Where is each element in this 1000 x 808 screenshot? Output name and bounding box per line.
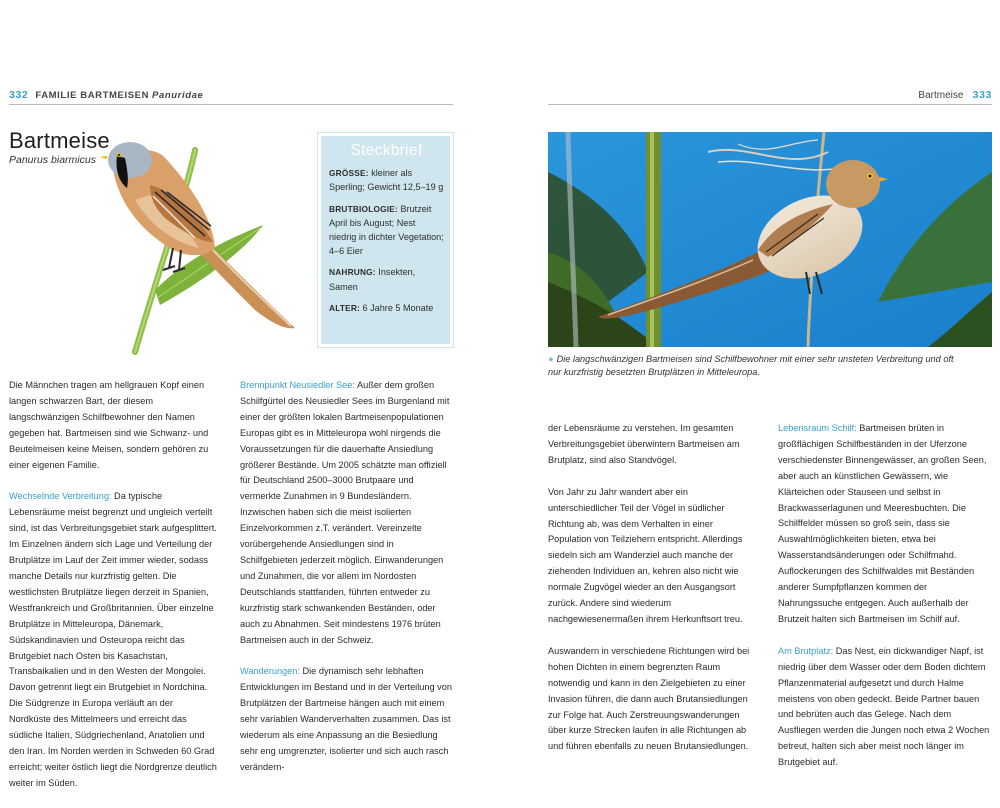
paragraph: [240, 378, 453, 648]
left-running-header: [9, 89, 203, 101]
caption-bullet-icon: ●: [548, 354, 554, 364]
paragraph: Von Jahr zu Jahr wandert aber ein unterschiedlicher Teil der Vögel in südlicher Richtung ab, was dem Verhalten in einer Population von Teilziehern entspricht. Allerdings siedeln sich am Wanderziel auch manche der ziehenden Individuen an, kehren also nicht wie normale Zugvögel wieder an den Ausgangsort zurück. Andere sind wiederum nachgewiesenermaßen ihrem Herkunftsort treu.: [548, 486, 743, 624]
steckbrief-item: [329, 166, 444, 194]
paragraph-text: Die dynamisch sehr lebhaften Entwicklungen im Bestand und in der Verteilung von Brutplätzen der Bartmeise hängen auch mit einem sehr variablen Wanderverhalten zusammen. Das ist wiederum als eine Anpassung an die Besiedlung sehr eng umgrenzter, isolierter und sich auch rasch verändern-: [240, 666, 452, 772]
steckbrief-value: kleiner als Sperling; Gewicht 12,5–19 g: [329, 168, 444, 193]
paragraph: der Lebensräume zu verstehen. Im gesamten Verbreitungsgebiet überwintern Bartmeisen am Brutplatz, sind also Standvögel.: [548, 423, 740, 465]
paragraph-text: Das Nest, ein dickwandiger Napf, ist niedrig über dem Wasser oder dem Boden dichtem Pflanzenmaterial aufgesetzt und durch Halme meistens von oben gedeckt. Beide Partner bauen und bebrüten auch das Gelege. Nach dem Ausfliegen werden die Jungen noch etwa 2 Wochen betreut, halten sich aber meist noch länger im Brutgebiet auf.: [778, 645, 990, 768]
text-column-1: [9, 378, 217, 808]
paragraph: [240, 664, 453, 775]
paragraph-text: Da typische Lebensräume meist begrenzt und ungleich verteilt sind, ist das Verbreitungsgebiet stark aufgesplittert. Im Einzelnen ändern sich Lage und Verteilung der Brutplätze im Lauf der Zeit immer wieder, sodass manche Details nur kurzfristig gelten. Die westlichsten Brutplätze liegen derzeit in Spanien, Westfrankreich und Großbritannien. Über einzelne Brutplätze in Mitteleuropa, Dänemark, Südskandinavien und Osteuropa reicht das Brutgebiet nach Osten bis Kasachstan, Transbaikalien und in den Westen der Mongolei. Davon getrennt liegt ein Brutgebiet in Nordchina. Die Südgrenze in Europa verläuft an der Nordküste des Mittelmeers und erreicht das südliche Italien, Südgriechenland, Anatolien und den Iran. Im Norden werden in Schweden 60 Grad erreicht; weiter östlich liegt die Nordgrenze deutlich weiter im Süden.: [9, 491, 217, 788]
text-column-3: [548, 421, 758, 771]
steckbrief-value: 6 Jahre 5 Monate: [360, 302, 434, 313]
paragraph-text: Bartmeisen brüten in großflächigen Schilfbeständen in der Uferzone verschiedenster Binnengewässer, an großen Seen, aber auch an künstlichen Gewässern, wie Klärteichen oder Stauseen und selbst in Brackwasserlagunen und Meeresbuchten. Die Schilffelder müssen so groß sein, dass sie Auswahlmöglichkeiten bieten, etwa bei Wasserstandsänderungen oder Schilfmahd. Auflockerungen des Schilfwaldes mit Beständen anderer Sumpfpflanzen kommen der Nahrungssuche entgegen. Auch außerhalb der Brutzeit halten sich Bartmeisen im Schilf auf.: [778, 423, 987, 624]
steckbrief-item: [329, 265, 444, 293]
paragraph-text: Außer dem großen Schilfgürtel des Neusiedler Sees im Burgenland mit einer der größten lokalen Bartmeisenpopulationen Europas gibt es in Mitteleuropa wohl nirgends die Voraussetzungen für die dauerhafte Ansiedlung größerer Bestände. Um 2005 schätzte man offiziell für Deutschland 2500–3000 Brutpaare und vermerkte Zunahmen in 9 Bundesländern. Inzwischen haben sich die meist isolierten Einzelvorkommen z.T. verändert. Vereinzelte vorübergehende Ansiedlungen sind in Schilfgebieten jederzeit möglich. Einwanderungen und Zunahmen, die vor allem im Nordosten Deutschlands stattfanden, führten entweder zu kurzfristig stark schwankenden Beständen, oder auch zu Abnahmen. Seit mindestens 1976 brüten Bartmeisen auch in der Schweiz.: [240, 380, 450, 645]
paragraph-heading: Lebensraum Schilf:: [778, 423, 857, 433]
right-page-number: 333: [972, 89, 992, 101]
steckbrief-label: BRUTBIOLOGIE:: [329, 203, 398, 214]
family-name: FAMILIE BARTMEISEN: [35, 90, 150, 101]
bird-photo-art: [548, 132, 992, 347]
paragraph-heading: Am Brutplatz:: [778, 645, 834, 656]
right-header-title: Bartmeise: [918, 90, 964, 101]
species-latin-name: Panurus biarmicus: [9, 154, 96, 166]
steckbrief-item: [329, 202, 444, 259]
bird-photo: [548, 132, 992, 347]
steckbrief-value: Insekten, Samen: [329, 267, 416, 292]
paragraph: [778, 644, 992, 771]
steckbrief-item: [329, 301, 444, 315]
steckbrief-title: Steckbrief: [350, 142, 423, 159]
bird-illustration: [95, 130, 310, 355]
paragraph: Auswandern in verschiedene Richtungen wird bei hohen Dichten in einem begrenzten Raum notwendig und kann in den Zielgebieten zu einer Invasion führen, die dann auch Brutansiedlungen zur Folge hat. Auch Zerstreuungswanderungen über kurze Strecken laufen in alle Richtungen ab und führen ebenfalls zu neuen Brutansiedlungen.: [548, 645, 750, 752]
paragraph: [778, 421, 992, 628]
left-page-number: 332: [9, 89, 29, 101]
species-title: Bartmeise: [9, 128, 110, 153]
paragraph-heading: Wechselnde Verbreitung:: [9, 491, 112, 502]
steckbrief-label: NAHRUNG:: [329, 267, 376, 278]
paragraph: Die Männchen tragen am hellgrauen Kopf einen langen schwarzen Bart, der diesem langschwänzigen Schilfbewohner den Namen gegeben hat. Bartmeisen sind wie Schwanz- und Beutelmeisen keine Meisen, sondern gehören zu einer eigenen Familie.: [9, 380, 209, 470]
photo-caption-text: Die langschwänzigen Bartmeisen sind Schilfbewohner mit einer sehr unsteten Verbreitung und oft nur kurzfristig besetzten Brutplätzen in Mitteleuropa.: [548, 354, 954, 377]
steckbrief-label: GRÖSSE:: [329, 168, 369, 179]
text-column-4: [778, 421, 992, 787]
paragraph-heading: Wanderungen:: [240, 666, 300, 677]
steckbrief-box: [318, 133, 453, 347]
right-header-rule: [548, 104, 992, 105]
family-latin: Panuridae: [152, 90, 204, 101]
paragraph-heading: Brennpunkt Neusiedler See:: [240, 380, 355, 390]
left-header-rule: [9, 104, 453, 105]
right-running-header: [918, 89, 992, 101]
steckbrief-label: ALTER:: [329, 302, 361, 313]
paragraph: [9, 489, 217, 791]
steckbrief-value: Brutzeit April bis August; Nest niedrig in dichter Vegetation; 4–6 Eier: [329, 203, 444, 257]
photo-caption: [548, 353, 968, 379]
text-column-2: [240, 378, 453, 792]
